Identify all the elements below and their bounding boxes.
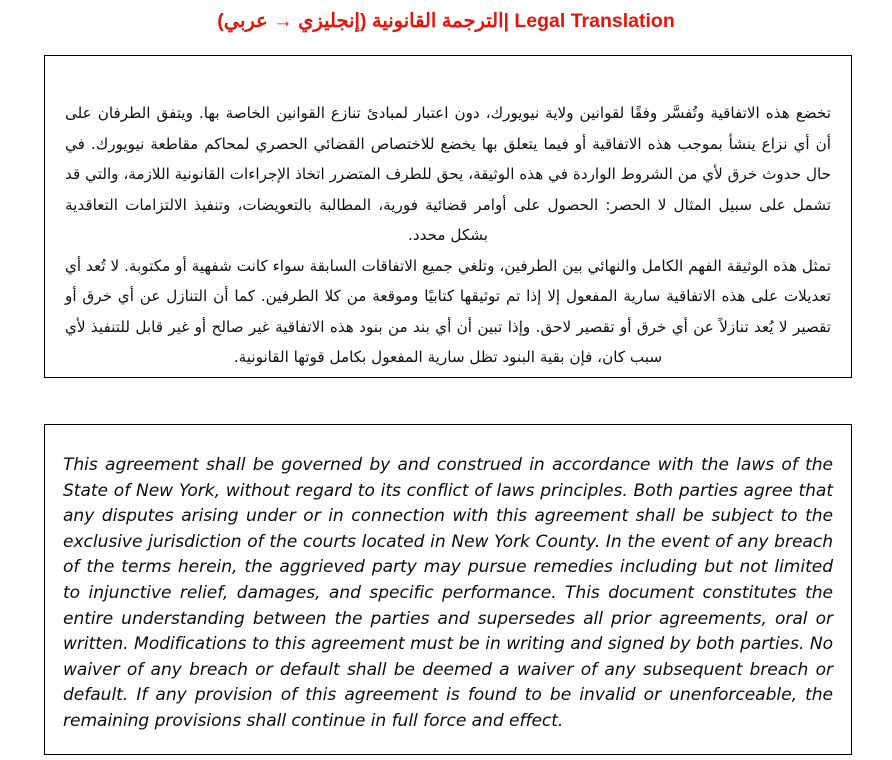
arabic-paragraph-2: تمثل هذه الوثيقة الفهم الكامل والنهائي بين الطرفين، وتلغي جميع الاتفاقات السابقة سواء كانت شفهية أو مكتوبة. لا تُعد أي تعديلات على هذه الاتفاقية سارية المفعول إلا إذا تم توثيقها كتابيًا وموقعة من كلا الطرفين. كما أن التنازل عن أي خرق أو تقصير لا يُعد تنازلاً عن أي خرق أو تقصير لاحق. وإذا تبين أن أي بند من بنود هذه الاتفاقية غير صالح أو غير قابل للتنفيذ لأي سبب كان، فإن بقية البنود تظل سارية المفعول بكامل قوتها القانونية. (65, 256, 831, 366)
arabic-text-body (65, 98, 831, 373)
arabic-paragraph-1: تخضع هذه الاتفاقية وتُفسَّر وفقًا لقوانين ولاية نيويورك، دون اعتبار لمبادئ تنازع القوانين الخاصة بها. ويتفق الطرفان على أن أي نزاع ينشأ بموجب هذه الاتفاقية أو فيما يتعلق بها يخضع للاختصاص القضائي الحصري لمحاكم مقاطعة نيويورك. في حال حدوث خرق لأي من الشروط الواردة في هذه الوثيقة، يحق للطرف المتضرر اتخاذ الإجراءات القانونية اللازمة، والتي قد تشمل على سبيل المثال لا الحصر: الحصول على أوامر قضائية فورية، المطالبة بالتعويضات، وتنفيذ الالتزامات التعاقدية بشكل محدد. (65, 104, 831, 244)
english-source-panel (44, 424, 852, 755)
english-text-body (63, 453, 833, 735)
page-title: الترجمة القانونية (إنجليزي → عربي)| Legal Translation (217, 10, 675, 32)
arabic-translation-panel (44, 55, 852, 378)
english-paragraph-1: This agreement shall be governed by and construed in accordance with the laws of the State of New York, without regard to its conflict of laws principles. Both parties agree that any disputes arising under or in connection with this agreement shall be subject to the exclusive jurisdiction of the courts located in New York County. In the event of any breach of the terms herein, the aggrieved party may pursue remedies including but not limited to injunctive relief, damages, and specific performance. This document constitutes the entire understanding between the parties and supersedes all prior agreements, oral or written. Modifications to this agreement must be in writing and signed by both parties. No waiver of any breach or default shall be deemed a waiver of any subsequent breach or default. If any provision of this agreement is found to be invalid or unenforceable, the remaining provisions shall continue in full force and effect. (63, 455, 833, 731)
